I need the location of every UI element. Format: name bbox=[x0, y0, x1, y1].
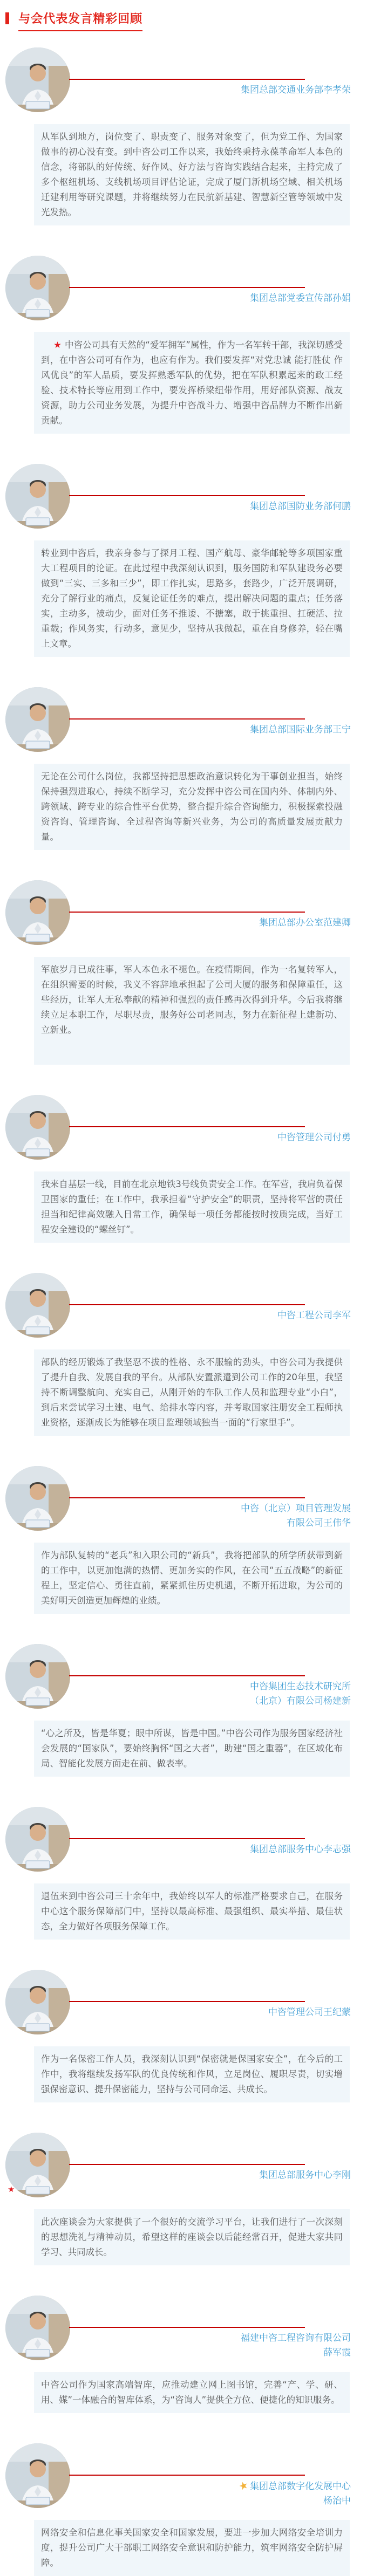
speech-text: 部队的经历锻炼了我坚忍不拔的性格、永不服输的劲头，中咨公司为我提供了提升自我、发展自我的平台。从部队安置派遣到公司工作的20年里，我坚持不断调整航向、充实自己，从刚开始的车队工作人员和监理专业“小白”，到后来尝试学习土建、电气、给排水等内容，并考取国家注册安全工程师执业资格，逐渐成长为能够在项目监理领域独当一面的“行家里手”。 bbox=[41, 1357, 343, 1428]
speech-paragraph bbox=[41, 1889, 343, 1934]
speaker-name-line2: 有限公司王伟华 bbox=[287, 1518, 351, 1529]
speaker-photo bbox=[5, 464, 70, 529]
speech-text: 此次座谈会为大家提供了一个很好的交流学习平台，让我们进行了一次深刻的思想洗礼与精神动员，希望这样的座谈会以后能经常召开，促进大家共同学习、共同成长。 bbox=[41, 2217, 343, 2257]
speaker-name-line1: 集团总部国防业务部何鹏 bbox=[250, 501, 351, 512]
speaker-photo-placeholder bbox=[5, 1644, 70, 1709]
speaker-sections bbox=[0, 47, 367, 2576]
speaker-photo-placeholder bbox=[5, 464, 70, 529]
name-divider-line bbox=[69, 718, 305, 720]
speech-text: 我来自基层一线，目前在北京地铁3号线负责安全工作。在军营，我肩负着保卫国家的重任；在工作中，我承担着“守护安全”的职责，坚持将军营的责任担当和纪律高效融入日常工作，确保每一项任务都能按时按质完成，当好工程安全建设的“螺丝钉”。 bbox=[41, 1179, 343, 1235]
page-title: 与会代表发言精彩回顾 bbox=[18, 10, 142, 31]
speaker-name bbox=[239, 2479, 351, 2509]
speaker-name bbox=[277, 1131, 351, 1145]
name-divider-line bbox=[69, 79, 305, 80]
speaker-section bbox=[0, 464, 367, 657]
speaker-section bbox=[0, 47, 367, 225]
speaker-photo-placeholder bbox=[5, 1273, 70, 1338]
speech-text: “心之所及，皆是华夏；眼中所谋，皆是中国。”中咨公司作为服务国家经济社会发展的“国家队”，要始终胸怀“国之大者”，助建“国之重器”，在区域化布局、智能化发展方面走在前、做表率。 bbox=[41, 1728, 343, 1769]
title-accent-bar bbox=[5, 12, 9, 24]
speaker-name-line2: 薛军霞 bbox=[323, 2347, 351, 2358]
speaker-name-line1: 集团总部服务中心李志强 bbox=[250, 1844, 351, 1855]
speech-text-box bbox=[34, 764, 350, 850]
speech-paragraph bbox=[41, 338, 343, 428]
name-divider-line bbox=[69, 2327, 305, 2328]
speaker-name-line1: 中咨集团生态技术研究所 bbox=[250, 1681, 351, 1692]
speaker-photo bbox=[5, 2296, 70, 2360]
speech-paragraph bbox=[41, 1177, 343, 1237]
speaker-profile-row bbox=[0, 1807, 367, 1872]
speaker-photo-placeholder bbox=[5, 880, 70, 945]
speech-text: 从军队到地方，岗位变了、职责变了、服务对象变了，但为党工作、为国家做事的初心没有变。到中咨公司工作以来，我始终秉持永葆革命军人本色的信念，将部队的好传统、好作风、好方法与咨询实践结合起来，主持完成了多个枢纽机场、支线机场项目评估论证，完成了厦门新机场空域、相关机场迁建利用等研究课题，并将继续努力在民航新基建、智慧新空管等领域中发光发热。 bbox=[41, 132, 343, 217]
speech-text: 中咨公司作为国家高端智库，应推动建立网上图书馆，完善“产、学、研、用、媒”一体融合的智库体系，为“咨询人”提供全方位、便捷化的知识服务。 bbox=[41, 2380, 343, 2405]
speaker-photo-placeholder bbox=[5, 1466, 70, 1531]
speaker-section bbox=[0, 2133, 367, 2265]
speaker-photo-placeholder bbox=[5, 47, 70, 112]
speaker-name bbox=[241, 1502, 351, 1531]
speech-text: 退伍来到中咨公司三十余年中，我始终以军人的标准严格要求自己，在服务中心这个服务保障部门中，坚持以最高标准、最强组织、最实举措、最佳状态，全力做好各项服务保障工作。 bbox=[41, 1891, 343, 1931]
speech-text-box bbox=[34, 2046, 350, 2102]
speaker-section bbox=[0, 1644, 367, 1777]
speaker-photo-placeholder bbox=[5, 687, 70, 752]
name-divider-line bbox=[69, 1675, 305, 1676]
speaker-photo bbox=[5, 1466, 70, 1531]
red-star-icon: ★ bbox=[53, 340, 62, 350]
speaker-name bbox=[277, 1308, 351, 1323]
speech-text: 无论在公司什么岗位，我都坚持把思想政治意识转化为干事创业担当，始终保持强烈进取心，持续不断学习，充分发挥中咨公司在国内外、体制内外、跨领域、跨专业的综合性平台优势，整合提升综合咨询能力，积极探索投融资咨询、管理咨询、全过程咨询等新兴业务，为公司的高质量发展贡献力量。 bbox=[41, 771, 343, 842]
speaker-photo bbox=[5, 2443, 70, 2508]
speaker-name-line1: ★集团总部数字化发展中心 bbox=[239, 2479, 351, 2494]
speaker-profile-row bbox=[0, 2443, 367, 2508]
speaker-name bbox=[259, 916, 351, 930]
speech-text-box bbox=[34, 1721, 350, 1777]
gold-star-icon: ★ bbox=[237, 2478, 250, 2493]
speaker-section bbox=[0, 687, 367, 850]
speaker-name-line1: 集团总部党委宣传部孙娟 bbox=[250, 293, 351, 304]
speaker-name bbox=[250, 291, 351, 306]
speaker-section bbox=[0, 1095, 367, 1243]
speaker-profile-row bbox=[0, 47, 367, 112]
speech-paragraph bbox=[41, 962, 343, 1038]
speaker-photo bbox=[5, 2133, 70, 2197]
speaker-photo bbox=[5, 1644, 70, 1709]
speaker-name bbox=[250, 723, 351, 737]
speaker-profile-row bbox=[0, 880, 367, 945]
speech-text-box bbox=[34, 540, 350, 657]
speaker-profile-row bbox=[0, 464, 367, 529]
speech-paragraph bbox=[41, 2378, 343, 2408]
speech-text-box bbox=[34, 957, 350, 1065]
speech-text-box bbox=[34, 124, 350, 225]
speech-paragraph bbox=[41, 2525, 343, 2571]
name-divider-line bbox=[69, 2164, 305, 2165]
speaker-photo bbox=[5, 880, 70, 945]
speaker-photo bbox=[5, 1970, 70, 2034]
speaker-name-line1: 中咨（北京）项目管理发展 bbox=[241, 1503, 351, 1514]
speech-paragraph bbox=[41, 546, 343, 652]
speech-paragraph bbox=[41, 129, 343, 220]
speaker-name-line1: 集团总部交通业务部李孝荣 bbox=[241, 85, 351, 95]
speaker-name-line1: 集团总部服务中心李刚 bbox=[259, 2170, 351, 2181]
speech-paragraph bbox=[41, 1548, 343, 1608]
speaker-name bbox=[241, 83, 351, 98]
speech-text: 军旅岁月已成往事，军人本色永不褪色。在疫情期间，作为一名复转军人，在组织需要的时候，我义不容辞地承担起了公司大厦的服务和保障重任，这些经历，让军人无私奉献的精神和强烈的责任感再次得到升华。今后我将继续立足本职工作，尽职尽责，服务好公司老同志，努力在新征程上建新功、立新业。 bbox=[41, 964, 343, 1035]
speech-text-box bbox=[34, 332, 350, 434]
speaker-photo bbox=[5, 1273, 70, 1338]
speaker-section bbox=[0, 256, 367, 434]
speaker-name-line1: 中咨工程公司李军 bbox=[277, 1310, 351, 1321]
speaker-profile-row bbox=[0, 1644, 367, 1709]
speech-text: 作为部队复转的“老兵”和入职公司的“新兵”，我将把部队的所学所获带到新的工作中，以更加饱满的热情、更加务实的作风，在公司“五五战略”的新征程上，坚定信心、勇往直前，紧紧抓住历史机遇，不断开拓进取，为公司的美好明天创造更加辉煌的业绩。 bbox=[41, 1550, 343, 1606]
speaker-name bbox=[250, 1680, 351, 1709]
speaker-name-line1: 福建中咨工程咨询有限公司 bbox=[241, 2333, 351, 2344]
name-divider-line bbox=[69, 287, 305, 288]
speaker-profile-row bbox=[0, 2133, 367, 2197]
speaker-photo bbox=[5, 1807, 70, 1872]
speech-paragraph bbox=[41, 2052, 343, 2097]
name-divider-line bbox=[69, 2475, 305, 2476]
name-divider-line bbox=[69, 1838, 305, 1839]
speech-text-box bbox=[34, 1543, 350, 1614]
speaker-profile-row bbox=[0, 1095, 367, 1160]
name-divider-line bbox=[69, 2001, 305, 2002]
speech-text: 作为一名保密工作人员，我深刻认识到“保密就是保国家安全”，在今后的工作中，我将继续发扬军队的优良传统和作风，立足岗位、履职尽责，切实增强保密意识、提升保密能力，坚持与公司同命运、共成长。 bbox=[41, 2054, 343, 2094]
speaker-profile-row bbox=[0, 256, 367, 320]
speech-text-box bbox=[34, 2372, 350, 2413]
speaker-section bbox=[0, 2296, 367, 2413]
speaker-section bbox=[0, 2443, 367, 2576]
speaker-section bbox=[0, 1466, 367, 1614]
speech-paragraph bbox=[41, 1726, 343, 1771]
speaker-profile-row bbox=[0, 2296, 367, 2360]
speaker-name-line2: （北京）有限公司杨建新 bbox=[250, 1696, 351, 1707]
name-divider-line bbox=[69, 1497, 305, 1498]
speaker-photo bbox=[5, 1095, 70, 1160]
speaker-photo-placeholder bbox=[5, 2443, 70, 2508]
speaker-section bbox=[0, 1807, 367, 1940]
name-divider-line bbox=[69, 495, 305, 496]
speech-paragraph bbox=[41, 769, 343, 845]
speech-paragraph bbox=[41, 1355, 343, 1430]
speech-text: 中咨公司具有天然的“爱军拥军”属性，作为一名军转干部，我深切感受到，在中咨公司可有作为，也应有作为。我们要发挥“对党忠诚 能打胜仗 作风优良”的军人品质，要发挥熟悉军队的优势，把在军队积累起来的政工经验、技术特长等应用到工作中，要发挥桥梁纽带作用，用好部队资源、战友资源，助力公司业务发展，为提升中咨战斗力、增强中咨品牌力不断作出新贡献。 bbox=[41, 340, 343, 426]
speaker-name bbox=[268, 2005, 351, 2020]
speaker-photo bbox=[5, 256, 70, 320]
speaker-name bbox=[241, 2331, 351, 2360]
speech-text-box bbox=[34, 2520, 350, 2576]
speaker-profile-row bbox=[0, 1273, 367, 1338]
speech-text-box bbox=[34, 1349, 350, 1436]
speaker-photo-placeholder bbox=[5, 256, 70, 320]
speech-text: 网络安全和信息化事关国家安全和国家发展，要进一步加大网络安全培训力度，提升公司广大干部职工网络安全意识和防护能力，筑牢网络安全防护屏障。 bbox=[41, 2527, 343, 2568]
speaker-photo-placeholder bbox=[5, 1807, 70, 1872]
page-header bbox=[0, 0, 367, 31]
speech-text-box bbox=[34, 2209, 350, 2265]
speaker-photo bbox=[5, 47, 70, 112]
speech-paragraph bbox=[41, 2215, 343, 2260]
speaker-name bbox=[250, 1842, 351, 1857]
speaker-name-line1: 集团总部国际业务部王宁 bbox=[250, 724, 351, 735]
speaker-section bbox=[0, 880, 367, 1065]
speaker-section bbox=[0, 1273, 367, 1436]
speaker-photo-placeholder bbox=[5, 1095, 70, 1160]
speaker-name-line2: 杨治中 bbox=[323, 2496, 351, 2506]
speaker-name-line1: 集团总部办公室范建卿 bbox=[259, 917, 351, 928]
speaker-photo bbox=[5, 687, 70, 752]
name-divider-line bbox=[69, 912, 305, 913]
speaker-photo-placeholder bbox=[5, 2296, 70, 2360]
speaker-name-line1: 中咨管理公司付勇 bbox=[277, 1132, 351, 1143]
speaker-name bbox=[259, 2168, 351, 2183]
red-star-icon: ★ bbox=[8, 2184, 15, 2194]
name-divider-line bbox=[69, 1126, 305, 1127]
speech-text: 转业到中咨后，我亲身参与了探月工程、国产航母、豪华邮轮等多项国家重大工程项目的论证。在此过程中我深刻认识到，服务国防和军队建设务必要做到“三实、三多和三少”，即工作扎实，思路多，套路少，广泛开展调研，充分了解行业的痛点，反复论证任务的难点，提出解决问题的重点；任务落实，主动多，被动少，面对任务不推诿、不搪塞，敢于挑重担、扛硬活、拉重载；作风务实，行动多，意见少，坚持从我做起，重在自身修养，轻在嘴上文章。 bbox=[41, 548, 343, 649]
speaker-photo-placeholder bbox=[5, 1970, 70, 2034]
speaker-name bbox=[250, 499, 351, 514]
speaker-profile-row bbox=[0, 687, 367, 752]
speaker-name-line1: 中咨管理公司王纪蒙 bbox=[268, 2007, 351, 2018]
name-divider-line bbox=[69, 1304, 305, 1305]
speaker-profile-row bbox=[0, 1970, 367, 2034]
speaker-photo-placeholder bbox=[5, 2133, 70, 2197]
speech-text-box bbox=[34, 1883, 350, 1940]
speaker-section bbox=[0, 1970, 367, 2102]
speech-text-box bbox=[34, 1171, 350, 1243]
speaker-profile-row bbox=[0, 1466, 367, 1531]
